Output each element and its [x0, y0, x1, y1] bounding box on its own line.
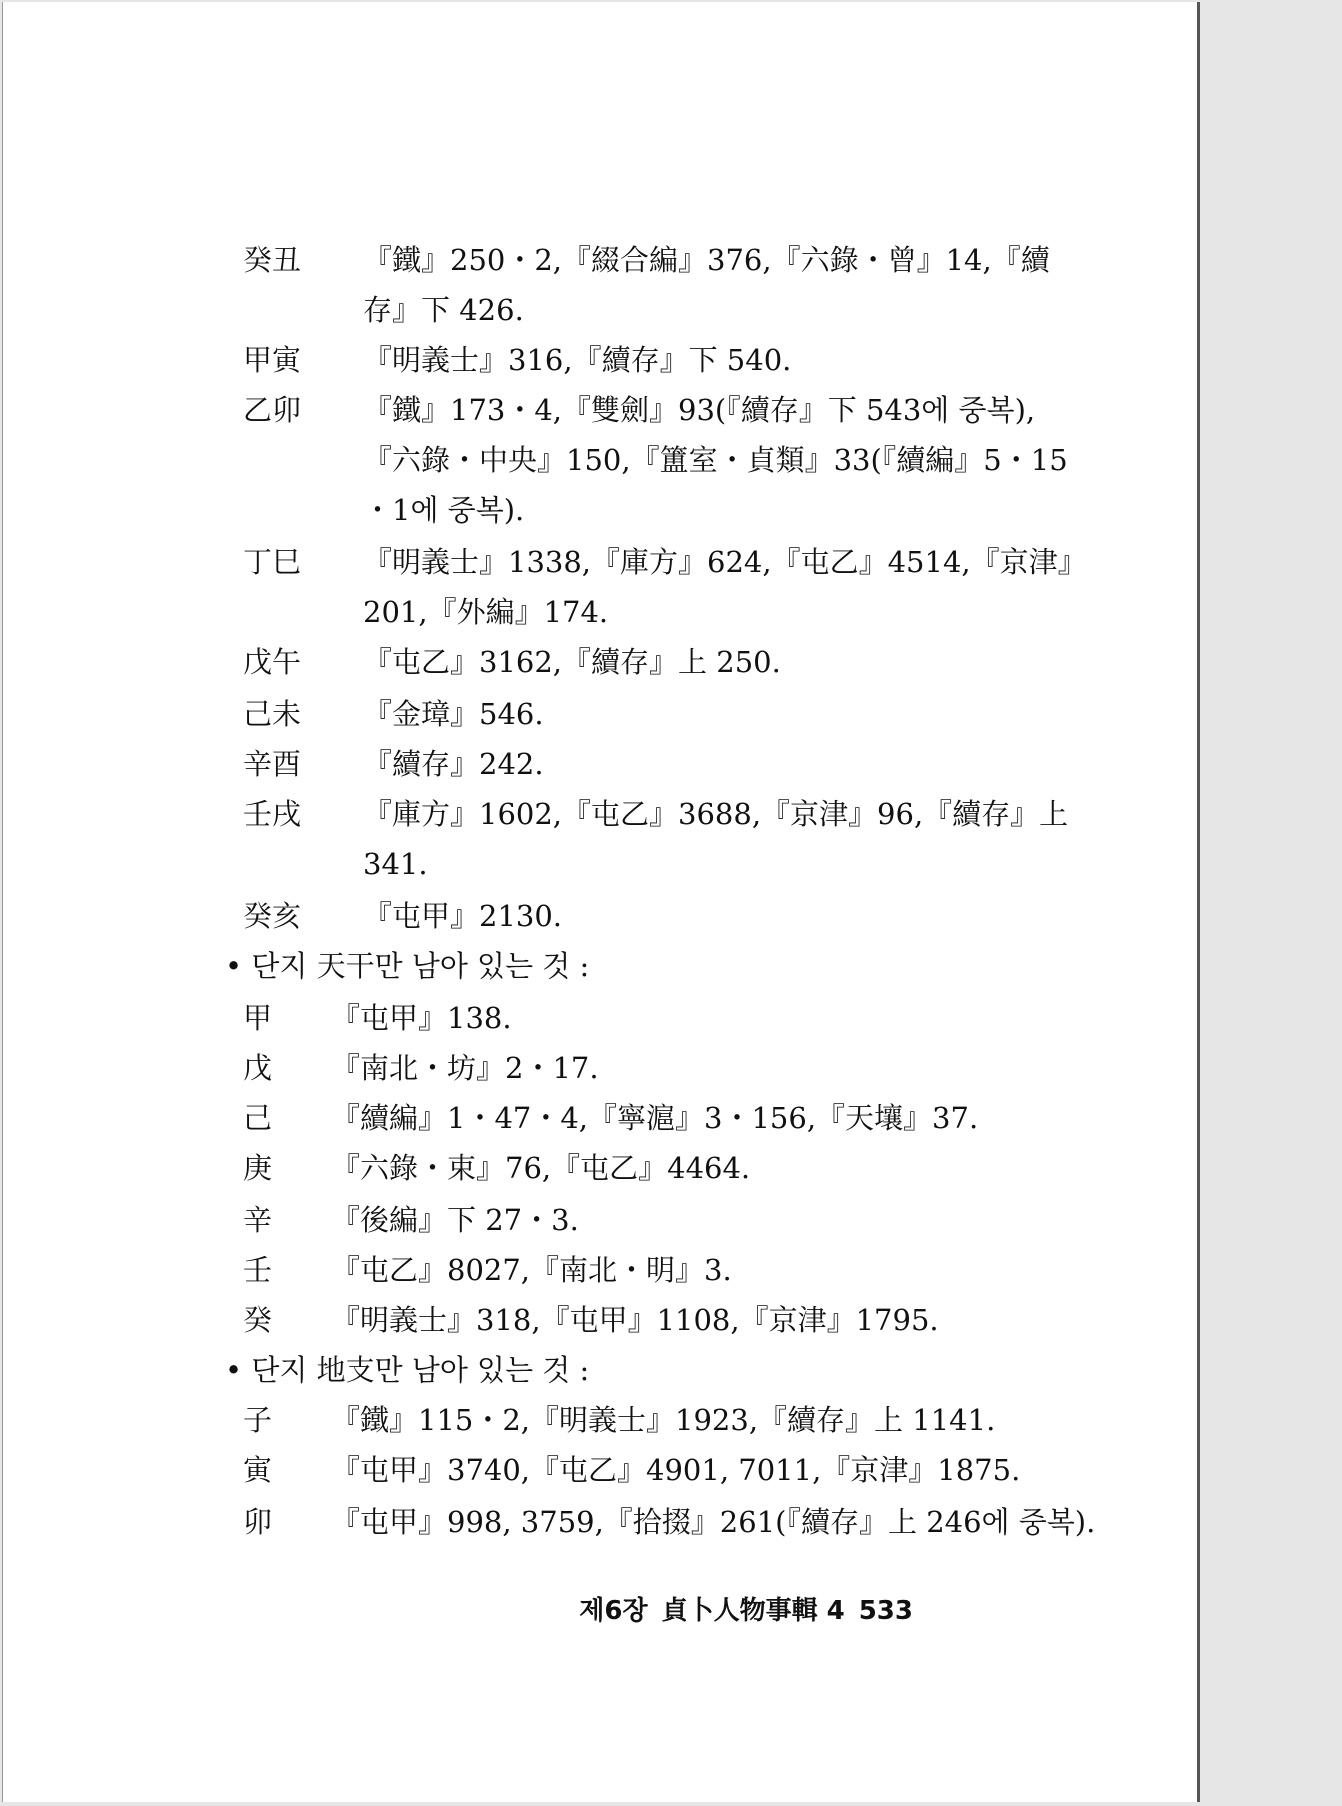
document-page	[2, 2, 1200, 1802]
entry-label: 壬	[243, 1253, 273, 1287]
page-footer	[565, 1590, 913, 1627]
entry-text: 『屯甲』2130.	[363, 899, 563, 933]
entry-label: 壬戌	[243, 797, 302, 831]
entry-text: 341.	[363, 847, 428, 881]
entry-text: 201,『外編』174.	[363, 595, 609, 629]
entry-text: 『鐵』173・4,『雙劍』93(『續存』下 543에 중복),	[363, 393, 1036, 427]
entry-text: 『屯乙』8027,『南北・明』3.	[331, 1253, 732, 1287]
entry-label: 乙卯	[243, 393, 302, 427]
entry-label: 己未	[243, 697, 302, 731]
entry-text: 存』下 426.	[363, 293, 524, 327]
entry-label: 寅	[243, 1453, 273, 1487]
entry-label: 癸丑	[243, 243, 302, 277]
entry-text: 『後編』下 27・3.	[331, 1203, 579, 1237]
entry-text: 『明義士』1338,『庫方』624,『屯乙』4514,『京津』	[363, 545, 1087, 579]
entry-text: 『六錄・束』76,『屯乙』4464.	[331, 1151, 751, 1185]
entry-label: 庚	[243, 1151, 273, 1185]
entry-text: 『屯甲』998, 3759,『拾掇』261(『續存』上 246에 중복).	[331, 1505, 1096, 1539]
entry-text: 『鐵』250・2,『綴合編』376,『六錄・曾』14,『續	[363, 243, 1050, 277]
entry-label: 甲寅	[243, 343, 302, 377]
entry-text: 『屯甲』3740,『屯乙』4901, 7011,『京津』1875.	[331, 1453, 1021, 1487]
entry-text: 『屯甲』138.	[331, 1001, 512, 1035]
entry-text: 『庫方』1602,『屯乙』3688,『京津』96,『續存』上	[363, 797, 1069, 831]
entry-text: 『金璋』546.	[363, 697, 544, 731]
entry-text: 『明義士』316,『續存』下 540.	[363, 343, 792, 377]
entry-text: 『六錄・中央』150,『簠室・貞類』33(『續編』5・15	[363, 443, 1068, 477]
entry-label: 甲	[243, 1001, 273, 1035]
entry-text: 『續編』1・47・4,『寧滬』3・156,『天壤』37.	[331, 1101, 979, 1135]
entry-label: 戊	[243, 1051, 273, 1085]
entry-label: 辛酉	[243, 747, 302, 781]
entry-label: 子	[243, 1403, 273, 1437]
section-heading: • 단지 天干만 남아 있는 것 :	[225, 949, 590, 983]
entry-label: 辛	[243, 1203, 273, 1237]
entry-label: 丁巳	[243, 545, 302, 579]
running-title: 貞卜人物事輯 4	[661, 1596, 845, 1626]
entry-label: 己	[243, 1101, 273, 1135]
entry-label: 癸	[243, 1303, 273, 1337]
entry-label: 戊午	[243, 645, 302, 679]
entry-text: 『南北・坊』2・17.	[331, 1051, 599, 1085]
entry-label: 卯	[243, 1505, 273, 1539]
entry-label: 癸亥	[243, 899, 302, 933]
entry-text: 『續存』242.	[363, 747, 544, 781]
entry-text: 『鐵』115・2,『明義士』1923,『續存』上 1141.	[331, 1403, 996, 1437]
chapter-label: 제6장	[579, 1596, 648, 1626]
entry-text: 『明義士』318,『屯甲』1108,『京津』1795.	[331, 1303, 939, 1337]
entry-text: 『屯乙』3162,『續存』上 250.	[363, 645, 781, 679]
entry-text: ・1에 중복).	[363, 493, 525, 527]
section-heading: • 단지 地支만 남아 있는 것 :	[225, 1353, 590, 1387]
page-number: 533	[858, 1596, 913, 1626]
